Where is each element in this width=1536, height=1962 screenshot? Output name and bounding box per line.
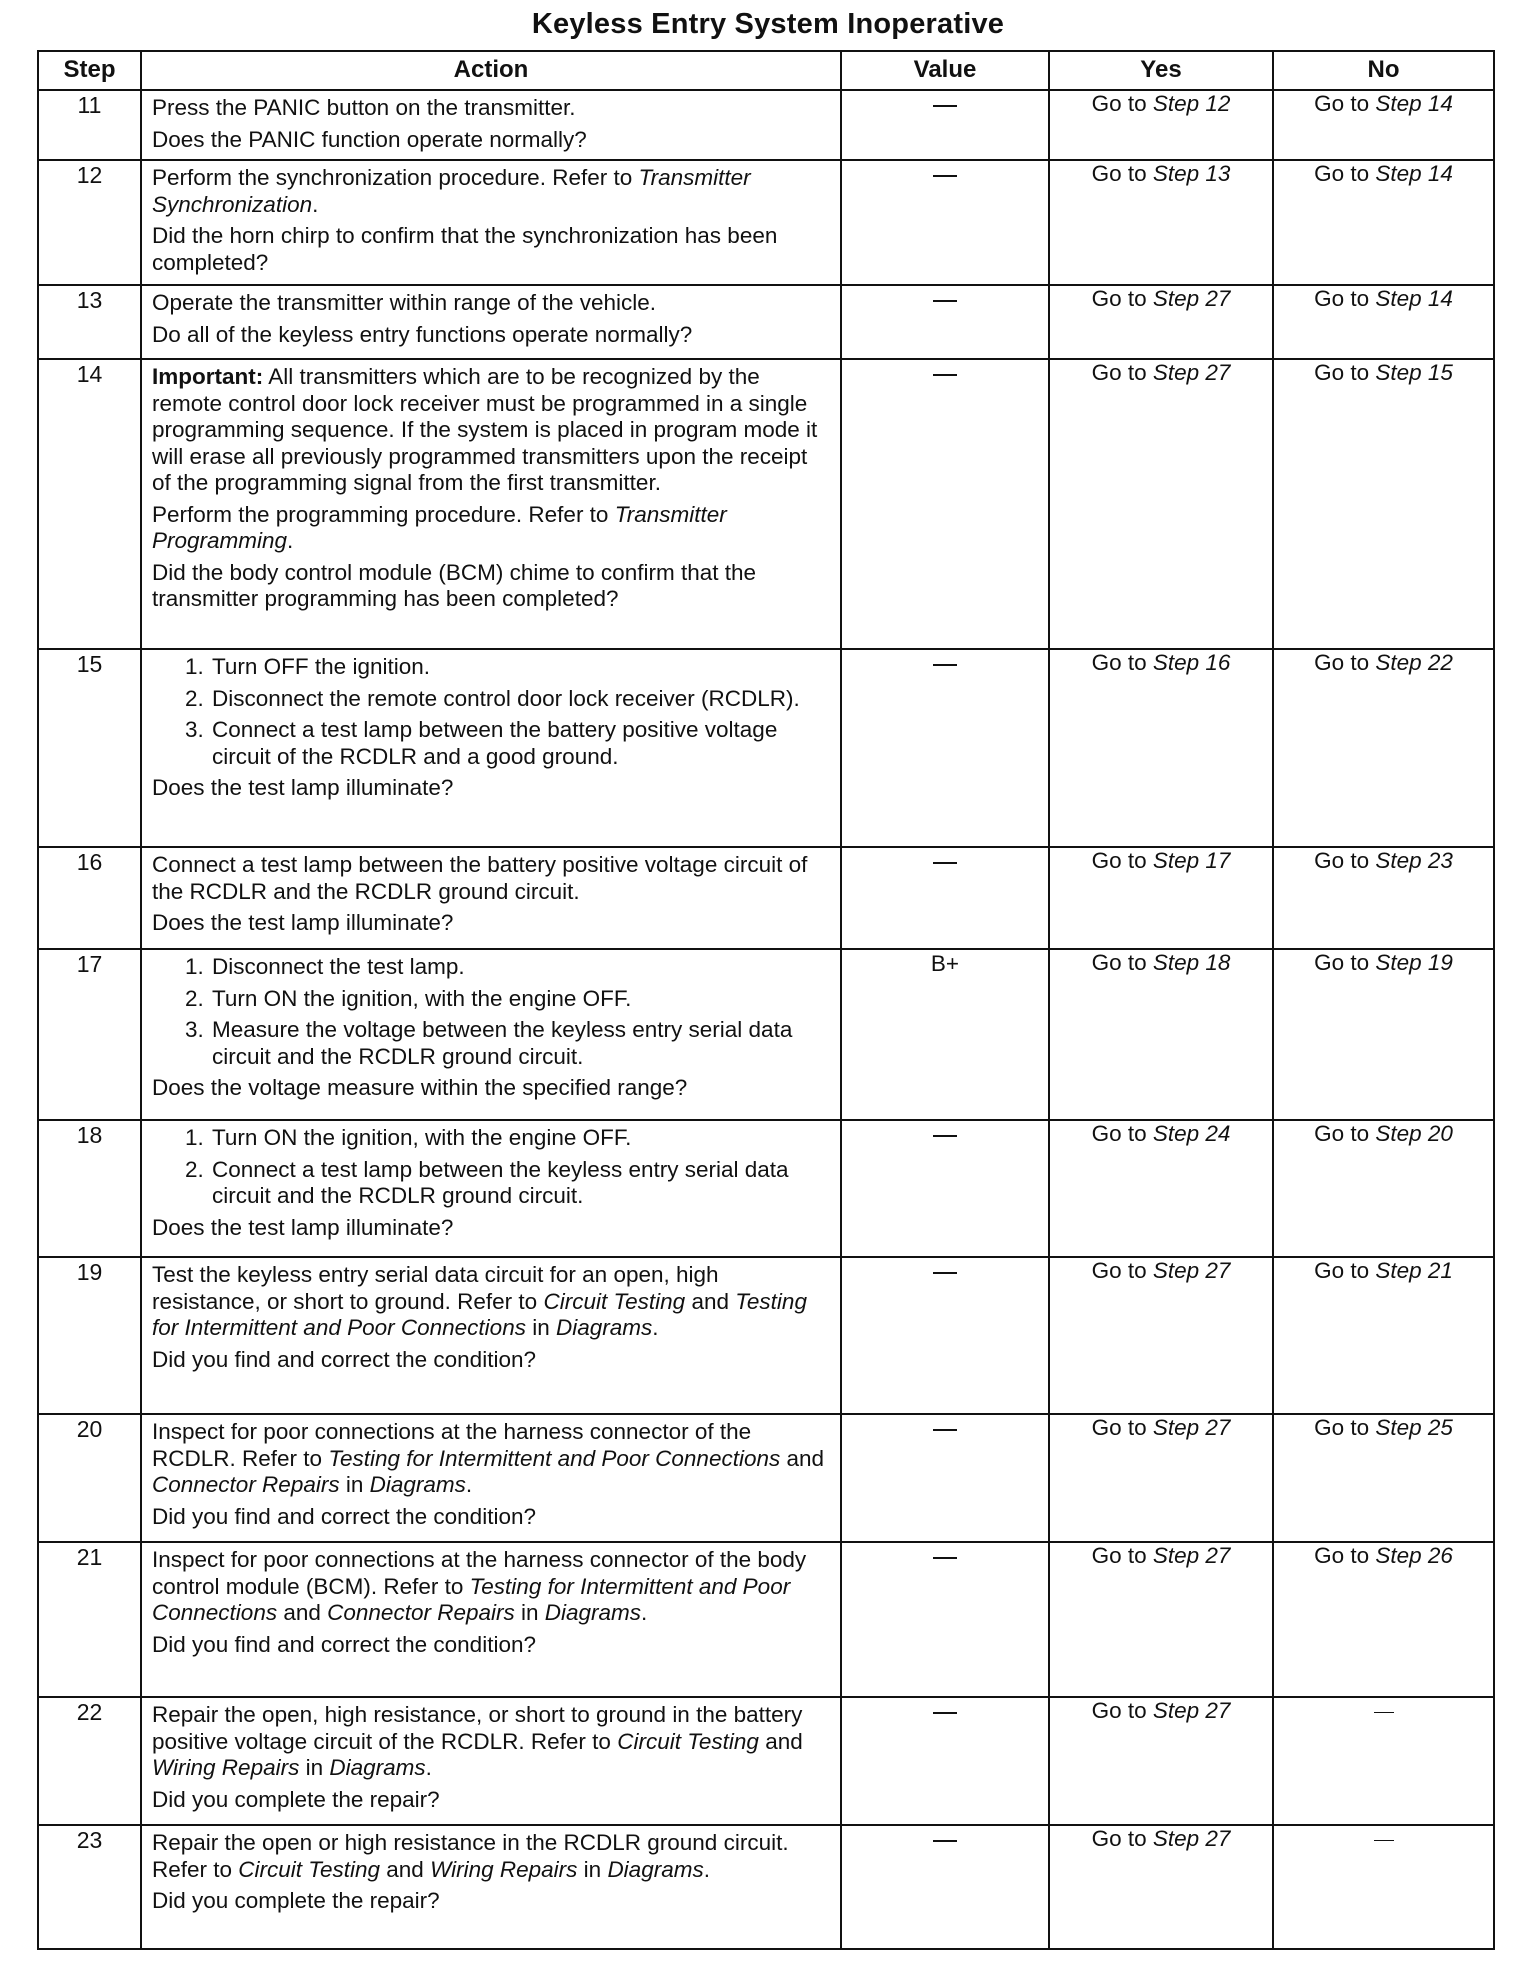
- yes-goto: [1092, 1415, 1231, 1440]
- action-text: in: [577, 1856, 608, 1882]
- action-paragraph: [152, 1262, 830, 1342]
- no-cell: [1273, 1257, 1494, 1414]
- value-cell: [841, 1257, 1049, 1414]
- value-cell: [841, 90, 1049, 160]
- no-goto: [1314, 1415, 1453, 1440]
- goto-text: Go to: [1314, 1415, 1376, 1441]
- action-cell: [141, 1542, 841, 1697]
- action-cell: [141, 359, 841, 649]
- goto-step: Step 24: [1152, 1121, 1231, 1147]
- diagnostic-table: [37, 50, 1495, 1950]
- goto-text: Go to: [1091, 1258, 1153, 1284]
- yes-cell: [1049, 1120, 1273, 1257]
- action-text: Transmitter Synchronization: [152, 165, 751, 217]
- yes-cell: [1049, 359, 1273, 649]
- goto-text: Go to: [1091, 1826, 1153, 1852]
- goto-text: Go to: [1091, 1698, 1153, 1724]
- goto-text: Go to: [1314, 161, 1376, 187]
- dash-mark: [933, 1712, 957, 1714]
- action-text: Repair the open or high resistance in the RCDLR ground circuit. Refer to: [152, 1830, 789, 1882]
- goto-text: Go to: [1314, 1258, 1376, 1284]
- dash-mark: [1374, 1840, 1394, 1841]
- goto-text: Go to: [1314, 286, 1376, 312]
- goto-text: Go to: [1091, 1121, 1153, 1147]
- no-cell: [1273, 1120, 1494, 1257]
- no-cell: [1273, 1697, 1494, 1825]
- action-text: Perform the synchronization procedure. Refer to: [152, 165, 639, 191]
- action-text: Did you find and correct the condition?: [152, 1503, 536, 1529]
- yes-goto: [1092, 91, 1231, 116]
- action-steps-list: [152, 654, 830, 770]
- goto-step: Step 12: [1152, 91, 1231, 116]
- dash-mark: [933, 1135, 957, 1137]
- action-text: Did you find and correct the condition?: [152, 1346, 536, 1372]
- action-text: Circuit Testing: [617, 1728, 759, 1754]
- yes-goto: [1092, 1698, 1231, 1723]
- goto-step: Step 26: [1375, 1543, 1453, 1569]
- goto-text: Go to: [1314, 1121, 1376, 1147]
- action-text: .: [703, 1856, 710, 1882]
- action-paragraph: [152, 1702, 830, 1782]
- yes-goto: [1092, 161, 1231, 186]
- goto-step: Step 15: [1375, 360, 1453, 386]
- no-goto: [1314, 848, 1453, 873]
- action-text: and: [380, 1856, 431, 1882]
- goto-text: Go to: [1091, 360, 1153, 386]
- action-text: in: [339, 1472, 370, 1498]
- step-number: 15: [38, 649, 141, 847]
- action-paragraph: [152, 1347, 830, 1374]
- yes-cell: [1049, 1257, 1273, 1414]
- dash-mark: [933, 374, 957, 376]
- header-step: Step: [38, 51, 141, 90]
- action-text: Do all of the keyless entry functions operate normally?: [152, 321, 693, 347]
- action-text: Diagrams: [329, 1755, 426, 1781]
- table-row: [38, 1257, 1494, 1414]
- yes-cell: [1049, 90, 1273, 160]
- dash-mark: [1374, 1712, 1394, 1713]
- goto-step: Step 27: [1152, 1698, 1231, 1724]
- action-text: Circuit Testing: [238, 1856, 381, 1882]
- action-cell: [141, 1257, 841, 1414]
- action-text: Testing for Intermittent and Poor Connections: [152, 1288, 807, 1341]
- goto-step: Step 21: [1375, 1258, 1453, 1284]
- goto-text: Go to: [1091, 650, 1153, 676]
- action-text: Perform the programming procedure. Refer to: [152, 501, 615, 527]
- value-cell: [841, 160, 1049, 285]
- action-paragraph: [152, 1547, 830, 1627]
- goto-text: Go to: [1091, 1415, 1153, 1441]
- yes-goto: [1092, 1543, 1231, 1568]
- action-step-item: 1. Turn OFF the ignition.: [210, 654, 830, 681]
- action-text: Testing for Intermittent and Poor Connections: [328, 1445, 781, 1471]
- value-cell: [841, 1414, 1049, 1542]
- action-paragraph: [152, 1504, 830, 1531]
- action-text: All transmitters which are to be recognized by the remote control door lock receiver must be programmed in a single programming sequence. If the system is placed in program mode it will erase all previously programmed transmitters upon the receipt of the programming signal from the first transmitter.: [152, 364, 818, 496]
- dash-mark: [933, 105, 957, 107]
- value-cell: [841, 1120, 1049, 1257]
- step-number: 23: [38, 1825, 141, 1949]
- step-number: 20: [38, 1414, 141, 1542]
- yes-cell: [1049, 649, 1273, 847]
- step-number: 16: [38, 847, 141, 949]
- action-text: Diagrams: [555, 1315, 653, 1341]
- action-text: Diagrams: [607, 1856, 704, 1882]
- yes-cell: [1049, 1542, 1273, 1697]
- action-paragraph: [152, 364, 830, 497]
- yes-goto: [1092, 286, 1231, 311]
- action-cell: [141, 649, 841, 847]
- yes-goto: [1092, 1826, 1231, 1851]
- no-cell: [1273, 160, 1494, 285]
- value-cell: [841, 847, 1049, 949]
- action-text: and: [277, 1600, 328, 1626]
- action-step-item: 2. Connect a test lamp between the keyless entry serial data circuit and the RCDLR ground circuit.: [210, 1157, 830, 1210]
- action-text: Important:: [152, 364, 264, 390]
- no-goto: [1314, 1258, 1453, 1283]
- step-number: 13: [38, 285, 141, 359]
- action-text: Wiring Repairs: [430, 1856, 578, 1882]
- action-text: Diagrams: [544, 1600, 642, 1626]
- action-text: Wiring Repairs: [152, 1755, 300, 1781]
- yes-cell: [1049, 285, 1273, 359]
- goto-text: Go to: [1091, 286, 1153, 312]
- no-goto: [1314, 1543, 1453, 1568]
- action-step-item: 3. Connect a test lamp between the battery positive voltage circuit of the RCDLR and a good ground.: [210, 717, 830, 770]
- no-goto: [1314, 1121, 1453, 1146]
- action-text: in: [299, 1755, 330, 1781]
- action-paragraph: [152, 1632, 830, 1659]
- no-goto: [1314, 161, 1453, 186]
- action-paragraph: [152, 1419, 830, 1499]
- dash-mark: [933, 862, 957, 864]
- action-text: and: [758, 1728, 803, 1754]
- no-goto: [1314, 650, 1453, 675]
- action-text: in: [514, 1600, 545, 1626]
- goto-step: Step 27: [1152, 360, 1231, 386]
- action-cell: [141, 1825, 841, 1949]
- goto-text: Go to: [1314, 360, 1376, 386]
- action-paragraph: [152, 127, 830, 154]
- action-text: .: [287, 528, 294, 554]
- action-cell: [141, 1120, 841, 1257]
- dash-mark: [933, 1429, 957, 1431]
- goto-step: Step 14: [1375, 161, 1453, 187]
- goto-text: Go to: [1091, 848, 1153, 874]
- action-text: Did you complete the repair?: [152, 1888, 440, 1914]
- goto-step: Step 27: [1152, 1543, 1231, 1569]
- goto-step: Step 22: [1375, 650, 1453, 676]
- dash-mark: [933, 1557, 957, 1559]
- action-text: Connector Repairs: [327, 1600, 515, 1626]
- goto-step: Step 17: [1152, 848, 1231, 874]
- no-cell: [1273, 1414, 1494, 1542]
- dash-mark: [933, 664, 957, 666]
- goto-text: Go to: [1314, 950, 1376, 976]
- action-cell: [141, 1697, 841, 1825]
- header-yes: Yes: [1049, 51, 1273, 90]
- table-row: [38, 1825, 1494, 1949]
- action-paragraph: [152, 775, 830, 802]
- step-number: 21: [38, 1542, 141, 1697]
- action-cell: [141, 285, 841, 359]
- no-cell: [1273, 649, 1494, 847]
- action-cell: [141, 160, 841, 285]
- action-text: Did the body control module (BCM) chime to confirm that the transmitter programming has been completed?: [152, 559, 757, 612]
- no-goto: [1314, 91, 1453, 116]
- action-paragraph: [152, 290, 830, 317]
- action-step-item: 2. Disconnect the remote control door lock receiver (RCDLR).: [210, 686, 830, 713]
- header-action: Action: [141, 51, 841, 90]
- action-text: .: [641, 1600, 648, 1626]
- action-cell: [141, 949, 841, 1120]
- action-paragraph: [152, 910, 830, 937]
- action-paragraph: [152, 95, 830, 122]
- action-paragraph: [152, 852, 830, 905]
- action-text: and: [780, 1445, 825, 1471]
- value-cell: [841, 359, 1049, 649]
- action-text: Connect a test lamp between the battery positive voltage circuit of the RCDLR and the RCDLR ground circuit.: [152, 852, 808, 904]
- no-cell: [1273, 949, 1494, 1120]
- goto-step: Step 20: [1375, 1121, 1453, 1147]
- table-row: [38, 90, 1494, 160]
- goto-step: Step 25: [1375, 1415, 1453, 1441]
- action-text: in: [525, 1315, 556, 1341]
- goto-step: Step 19: [1375, 950, 1453, 976]
- value-cell: [841, 649, 1049, 847]
- action-text: Inspect for poor connections at the harness connector of the RCDLR. Refer to: [152, 1419, 752, 1471]
- goto-text: Go to: [1091, 91, 1153, 116]
- dash-mark: [933, 175, 957, 177]
- action-paragraph: [152, 1787, 830, 1814]
- action-text: .: [425, 1755, 432, 1781]
- goto-step: Step 27: [1152, 1258, 1231, 1284]
- step-number: 12: [38, 160, 141, 285]
- action-paragraph: [152, 560, 830, 613]
- yes-goto: [1092, 360, 1231, 385]
- goto-text: Go to: [1314, 1543, 1376, 1569]
- table-row: [38, 1414, 1494, 1542]
- action-text: Transmitter Programming: [152, 501, 727, 554]
- goto-step: Step 27: [1152, 1826, 1231, 1852]
- action-step-item: 2. Turn ON the ignition, with the engine OFF.: [210, 986, 830, 1013]
- no-goto: [1314, 286, 1453, 311]
- goto-step: Step 27: [1152, 1415, 1231, 1441]
- step-number: 14: [38, 359, 141, 649]
- action-text: Does the PANIC function operate normally?: [152, 126, 587, 152]
- action-steps-list: [152, 1125, 830, 1210]
- action-text: .: [652, 1315, 659, 1341]
- table-header-row: [38, 51, 1494, 90]
- value-cell: [841, 1825, 1049, 1949]
- goto-text: Go to: [1314, 650, 1376, 676]
- no-cell: [1273, 847, 1494, 949]
- action-text: Circuit Testing: [543, 1288, 686, 1314]
- action-text: Inspect for poor connections at the harness connector of the body control module (BCM). Refer to: [152, 1547, 807, 1599]
- goto-step: Step 27: [1152, 286, 1231, 312]
- goto-text: Go to: [1314, 91, 1376, 116]
- goto-step: Step 14: [1375, 286, 1453, 312]
- table-row: [38, 949, 1494, 1120]
- yes-cell: [1049, 1697, 1273, 1825]
- table-row: [38, 1697, 1494, 1825]
- action-text: Does the test lamp illuminate?: [152, 1214, 454, 1240]
- table-row: [38, 1120, 1494, 1257]
- value-cell: [841, 285, 1049, 359]
- yes-goto: [1092, 848, 1231, 873]
- action-text: Operate the transmitter within range of the vehicle.: [152, 290, 657, 316]
- goto-step: Step 14: [1375, 91, 1453, 116]
- step-number: 17: [38, 949, 141, 1120]
- table-body: [38, 90, 1494, 1949]
- yes-goto: [1092, 650, 1231, 675]
- action-steps-list: [152, 954, 830, 1070]
- step-number: 22: [38, 1697, 141, 1825]
- table-row: [38, 359, 1494, 649]
- action-text: and: [685, 1288, 736, 1314]
- action-paragraph: [152, 223, 830, 276]
- goto-text: Go to: [1091, 161, 1153, 187]
- no-cell: [1273, 1542, 1494, 1697]
- no-cell: [1273, 285, 1494, 359]
- action-text: Does the test lamp illuminate?: [152, 910, 454, 936]
- table-row: [38, 649, 1494, 847]
- dash-mark: [933, 1840, 957, 1842]
- action-text: Connector Repairs: [152, 1472, 340, 1498]
- value-cell: [841, 1542, 1049, 1697]
- goto-step: Step 16: [1152, 650, 1231, 676]
- yes-cell: [1049, 1414, 1273, 1542]
- action-paragraph: [152, 502, 830, 555]
- yes-goto: [1092, 1121, 1231, 1146]
- no-cell: [1273, 90, 1494, 160]
- action-text: Testing for Intermittent and Poor Connections: [152, 1573, 791, 1626]
- action-step-item: 1. Disconnect the test lamp.: [210, 954, 830, 981]
- header-value: Value: [841, 51, 1049, 90]
- step-number: 18: [38, 1120, 141, 1257]
- yes-cell: [1049, 847, 1273, 949]
- no-cell: [1273, 1825, 1494, 1949]
- action-paragraph: [152, 1830, 830, 1883]
- action-cell: [141, 90, 841, 160]
- action-text: Did you complete the repair?: [152, 1786, 440, 1812]
- step-number: 11: [38, 90, 141, 160]
- no-cell: [1273, 359, 1494, 649]
- step-number: 19: [38, 1257, 141, 1414]
- yes-cell: [1049, 1825, 1273, 1949]
- action-text: .: [312, 191, 319, 217]
- goto-step: Step 23: [1375, 848, 1453, 874]
- value-cell: [841, 1697, 1049, 1825]
- action-text: Test the keyless entry serial data circuit for an open, high resistance, or short to ground. Refer to: [152, 1262, 719, 1314]
- value-cell: B+: [841, 949, 1049, 1120]
- action-step-item: 1. Turn ON the ignition, with the engine OFF.: [210, 1125, 830, 1152]
- action-text: Did you find and correct the condition?: [152, 1631, 536, 1657]
- yes-cell: [1049, 160, 1273, 285]
- action-text: Press the PANIC button on the transmitter.: [152, 95, 576, 120]
- no-goto: [1314, 360, 1453, 385]
- action-paragraph: [152, 165, 830, 218]
- table-row: [38, 1542, 1494, 1697]
- action-text: Repair the open, high resistance, or short to ground in the battery positive voltage circuit of the RCDLR. Refer to: [152, 1702, 803, 1754]
- goto-text: Go to: [1314, 848, 1376, 874]
- yes-goto: [1092, 1258, 1231, 1283]
- goto-text: Go to: [1091, 950, 1153, 976]
- no-goto: [1314, 950, 1453, 975]
- action-text: Does the test lamp illuminate?: [152, 775, 454, 801]
- action-paragraph: [152, 1888, 830, 1915]
- dash-mark: [933, 1272, 957, 1274]
- goto-text: Go to: [1091, 1543, 1153, 1569]
- table-row: [38, 847, 1494, 949]
- action-text: .: [465, 1472, 473, 1498]
- header-no: No: [1273, 51, 1494, 90]
- action-paragraph: [152, 1215, 830, 1242]
- yes-cell: [1049, 949, 1273, 1120]
- yes-goto: [1092, 950, 1231, 975]
- action-cell: [141, 847, 841, 949]
- action-cell: [141, 1414, 841, 1542]
- dash-mark: [933, 300, 957, 302]
- action-paragraph: [152, 322, 830, 349]
- action-step-item: 3. Measure the voltage between the keyless entry serial data circuit and the RCDLR ground circuit.: [210, 1017, 830, 1070]
- action-text: Diagrams: [369, 1472, 466, 1498]
- action-paragraph: [152, 1075, 830, 1102]
- table-row: [38, 285, 1494, 359]
- table-row: [38, 160, 1494, 285]
- goto-step: Step 13: [1152, 161, 1231, 187]
- page-title: Keyless Entry System Inoperative: [531, 8, 1005, 40]
- goto-step: Step 18: [1152, 950, 1231, 976]
- action-text: Does the voltage measure within the specified range?: [152, 1075, 688, 1101]
- action-text: Did the horn chirp to confirm that the synchronization has been completed?: [152, 223, 778, 275]
